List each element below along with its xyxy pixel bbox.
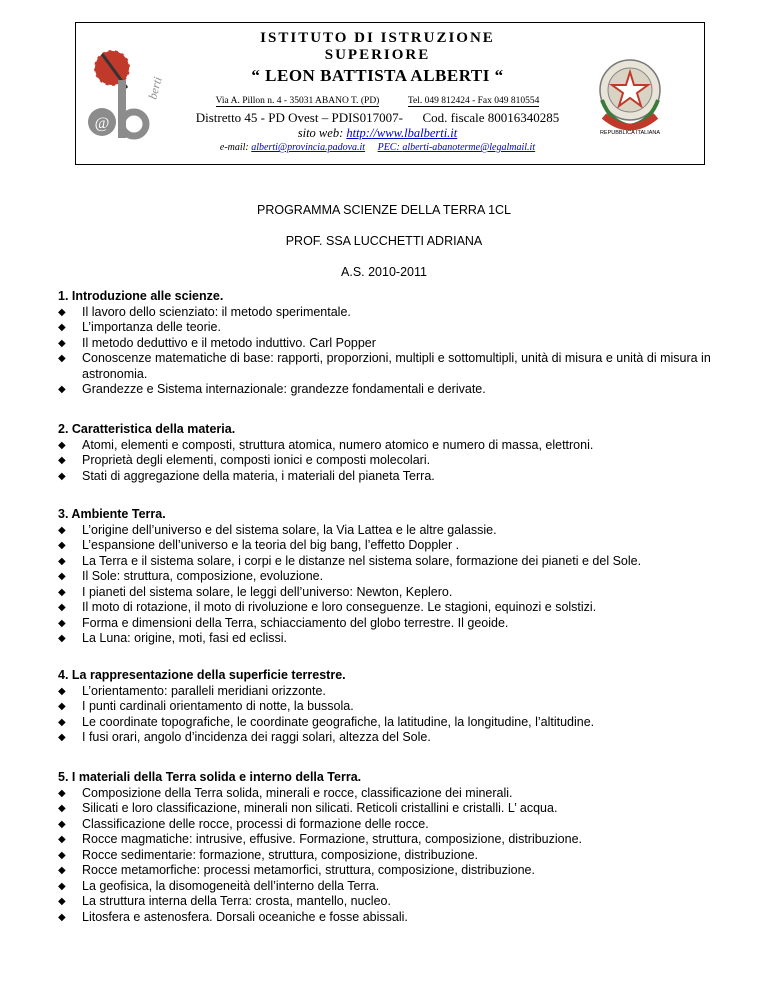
list-item: ◆ Rocce sedimentarie: formazione, struttura, composizione, distribuzione. [58, 847, 479, 862]
bullet-icon: ◆ [58, 803, 66, 814]
svg-text:REPUBBLICA ITALIANA: REPUBBLICA ITALIANA [599, 130, 661, 136]
email-link[interactable]: alberti@provincia.padova.it [251, 142, 366, 153]
list-item: ◆ L’origine dell’universo e del sistema solare, la Via Lattea e le altre galassie. [58, 522, 497, 537]
bullet-icon: ◆ [58, 524, 66, 536]
list-item: ◆ Forma e dimensioni della Terra, schiacciamento del globo terrestre. Il geoide. [58, 615, 509, 630]
bullet-icon: ◆ [58, 586, 66, 598]
section-title: 3. Ambiente Terra. [58, 507, 166, 521]
svg-text:berti: berti [145, 75, 165, 101]
list-item: ◆ Il metodo deduttivo e il metodo induttivo. Carl Popper [58, 335, 376, 350]
section-2 [58, 422, 738, 484]
list-item: ◆ Composizione della Terra solida, minerali e rocce, classificazione dei minerali. [58, 785, 513, 800]
bullet-icon: ◆ [58, 834, 66, 845]
list-item: ◆ Atomi, elementi e composti, struttura atomica, numero atomico e numero di massa, elettroni. [58, 437, 594, 452]
website-line: sito web: http://www.lbalberti.it [297, 126, 458, 140]
section-4 [58, 668, 738, 746]
list-item: ◆ La geofisica, la disomogeneità dell’interno della Terra. [58, 878, 380, 893]
bullet-icon: ◆ [58, 353, 66, 364]
list-item: ◆ Il lavoro dello scienziato: il metodo sperimentale. [58, 304, 351, 319]
section-title: 4. La rappresentazione della superficie terrestre. [58, 668, 346, 682]
list-item: ◆ I punti cardinali orientamento di notte, la bussola. [58, 699, 354, 713]
address-line: Via A. Pillon n. 4 - 35031 ABANO T. (PD) Tel. 049 812424 - Fax 049 810554 [215, 96, 540, 106]
bullet-icon: ◆ [58, 849, 66, 861]
list-item: ◆ La Luna: origine, moti, fasi ed eclissi. [58, 631, 287, 645]
bullet-icon: ◆ [58, 701, 66, 712]
list-item: ◆ Stati di aggregazione della materia, i materiali del pianeta Terra. [58, 468, 435, 483]
bullet-icon: ◆ [58, 470, 66, 482]
bullet-icon: ◆ [58, 322, 66, 333]
list-item: ◆ Silicati e loro classificazione, minerali non silicati. Reticoli cristallini e cristalli. L’ acqua. [58, 801, 558, 815]
bullet-icon: ◆ [58, 571, 66, 582]
bullet-icon: ◆ [58, 716, 66, 728]
program-title: PROGRAMMA SCIENZE DELLA TERRA 1CL [256, 203, 511, 217]
bullet-icon: ◆ [58, 455, 66, 466]
bullet-icon: ◆ [58, 896, 66, 907]
list-item: ◆ Rocce metamorfiche: processi metamorfici, struttura, composizione, distribuzione. [58, 863, 535, 877]
bullet-icon: ◆ [58, 602, 66, 613]
bullet-icon: ◆ [58, 306, 66, 318]
list-item: ◆ Il moto di rotazione, il moto di rivoluzione e loro conseguenze. Le stagioni, equinozi e solstizi. [58, 600, 597, 614]
district-line: Distretto 45 - PD Ovest – PDIS017007- Cod. fiscale 80016340285 [195, 110, 560, 125]
svg-text:@: @ [94, 115, 110, 132]
teacher-name: PROF. SSA LUCCHETTI ADRIANA [285, 234, 483, 248]
republic-emblem [580, 42, 680, 147]
pec-link[interactable]: PEC: alberti-abanoterme@legalmail.it [377, 142, 536, 153]
bullet-icon: ◆ [58, 384, 66, 395]
list-item: ◆ Rocce magmatiche: intrusive, effusive. Formazione, struttura, composizione, distribuzione. [58, 832, 582, 846]
bullet-icon: ◆ [58, 818, 66, 830]
list-item: ◆ Conoscenze matematiche di base: rapporti, proporzioni, multipli e sottomultipli, unità di misura e unità di misura in astronomia. [58, 351, 711, 381]
bullet-icon: ◆ [58, 555, 66, 567]
list-item: ◆ La struttura interna della Terra: crosta, mantello, nucleo. [58, 894, 391, 908]
list-item: ◆ L’importanza delle teorie. [58, 320, 221, 334]
section-title: 1. Introduzione alle scienze. [58, 289, 224, 303]
section-3 [58, 507, 738, 647]
list-item: ◆ La Terra e il sistema solare, i corpi e le distanze nel sistema solare, formazione dei pianeti e del Sole. [58, 553, 642, 568]
bullet-icon: ◆ [58, 337, 66, 349]
school-logo [82, 40, 182, 145]
school-year: A.S. 2010-2011 [341, 265, 427, 279]
bullet-icon: ◆ [58, 633, 66, 644]
bullet-icon: ◆ [58, 540, 66, 551]
list-item: ◆ I pianeti del sistema solare, le leggi dell’universo: Newton, Keplero. [58, 584, 453, 599]
bullet-icon: ◆ [58, 617, 66, 629]
list-item: ◆ Classificazione delle rocce, processi di formazione delle rocce. [58, 816, 429, 831]
list-item: ◆ Grandezze e Sistema internazionale: grandezze fondamentali e derivate. [58, 382, 486, 396]
bullet-icon: ◆ [58, 787, 66, 799]
list-item: ◆ Litosfera e astenosfera. Dorsali oceaniche e fosse abissali. [58, 909, 408, 924]
list-item: ◆ L’orientamento: paralleli meridiani orizzonte. [58, 683, 326, 698]
list-item: ◆ L’espansione dell’universo e la teoria del big bang, l’effetto Doppler . [58, 538, 460, 552]
section-5 [58, 770, 738, 925]
bullet-icon: ◆ [58, 732, 66, 743]
bullet-icon: ◆ [58, 865, 66, 876]
bullet-icon: ◆ [58, 685, 66, 697]
website-link[interactable]: http://www.lbalberti.it [346, 126, 458, 140]
email-line: e-mail: alberti@provincia.padova.it PEC: alberti-abanoterme@legalmail.it [219, 142, 536, 153]
school-name: “ LEON BATTISTA ALBERTI “ [251, 66, 504, 85]
section-1 [58, 289, 738, 398]
section-title: 2. Caratteristica della materia. [58, 422, 236, 436]
list-item: ◆ Le coordinate topografiche, le coordinate geografiche, la latitudine, la longitudine, l’altitudine. [58, 714, 595, 729]
list-item: ◆ I fusi orari, angolo d’incidenza dei raggi solari, altezza del Sole. [58, 730, 431, 744]
institute-title: ISTITUTO DI ISTRUZIONE SUPERIORE [260, 30, 495, 63]
bullet-icon: ◆ [58, 880, 66, 892]
list-item: ◆ Il Sole: struttura, composizione, evoluzione. [58, 569, 324, 583]
bullet-icon: ◆ [58, 439, 66, 451]
list-item: ◆ Proprietà degli elementi, composti ionici e composti molecolari. [58, 453, 431, 467]
section-title: 5. I materiali della Terra solida e interno della Terra. [58, 770, 362, 784]
bullet-icon: ◆ [58, 911, 66, 923]
